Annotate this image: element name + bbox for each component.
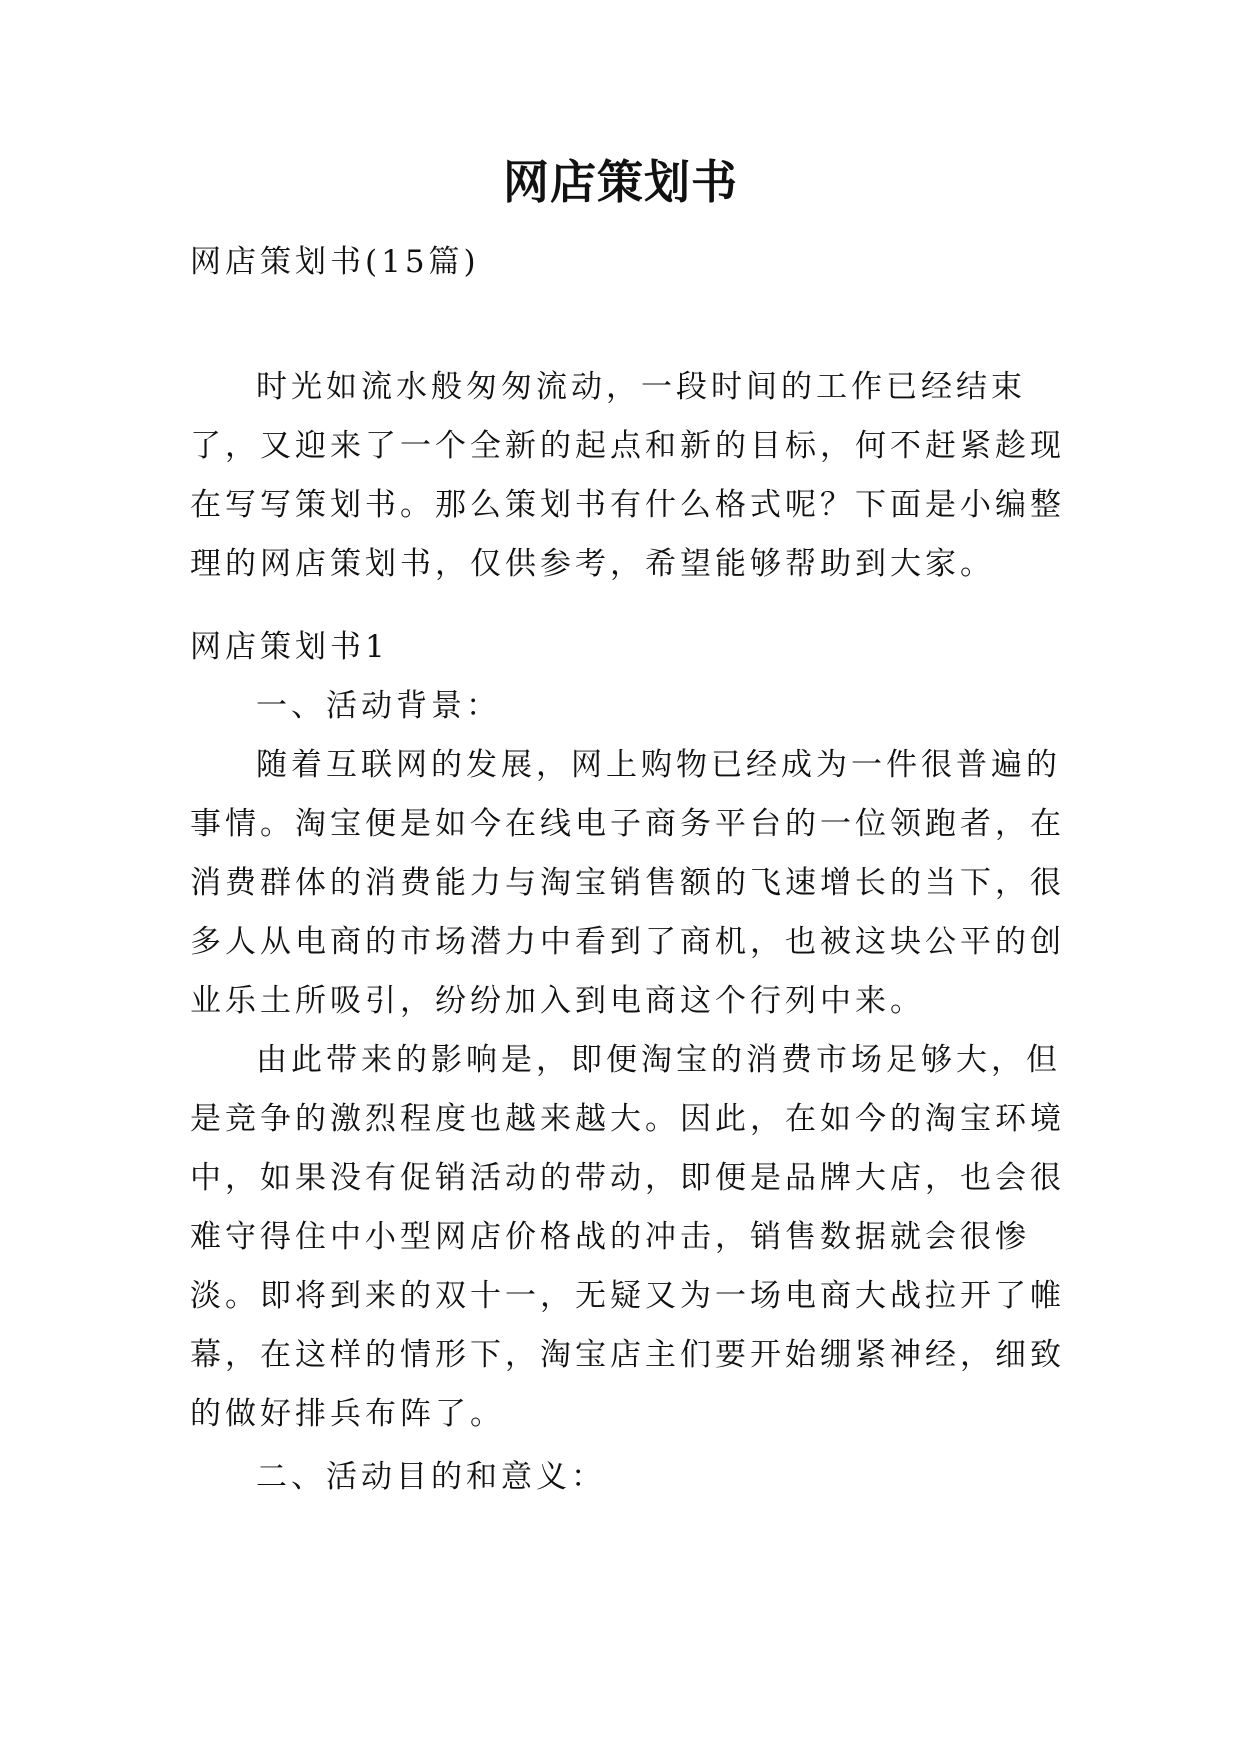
heading-purpose: 二、活动目的和意义：: [256, 1459, 606, 1495]
intro-paragraph: [190, 358, 1070, 594]
document-title: 网店策划书: [503, 155, 738, 209]
paragraph-background-1: 随着互联网的发展，网上购物已经成为一件很普遍的事情。淘宝便是如今在线电子商务平台的一位领跑者，在消费群体的消费能力与淘宝销售额的飞速增长的当下，很多人从电商的市场潜力中看到了商机，也被这块公平的创业乐土所吸引，纷纷加入到电商这个行列中来。: [190, 747, 1065, 1019]
section-heading: 网店策划书1: [190, 629, 389, 665]
document-subtitle: [190, 233, 1070, 292]
intro-text: 时光如流水般匆匆流动，一段时间的工作已经结束了，又迎来了一个全新的起点和新的目标，何不赶紧趁现在写写策划书。那么策划书有什么格式呢？下面是小编整理的网店策划书，仅供参考，希望能够帮助到大家。: [190, 369, 1065, 582]
heading-background: 一、活动背景：: [256, 688, 501, 724]
subtitle-text: 网店策划书(15篇): [190, 244, 480, 280]
paragraph-background-2: 由此带来的影响是，即便淘宝的消费市场足够大，但是竞争的激烈程度也越来越大。因此，在如今的淘宝环境中，如果没有促销活动的带动，即便是品牌大店，也会很难守得住中小型网店价格战的冲击，销售数据就会很惨淡。即将到来的双十一，无疑又为一场电商大战拉开了帷幕，在这样的情形下，淘宝店主们要开始绷紧神经，细致的做好排兵布阵了。: [190, 1042, 1065, 1432]
section-1: [190, 618, 1070, 1507]
